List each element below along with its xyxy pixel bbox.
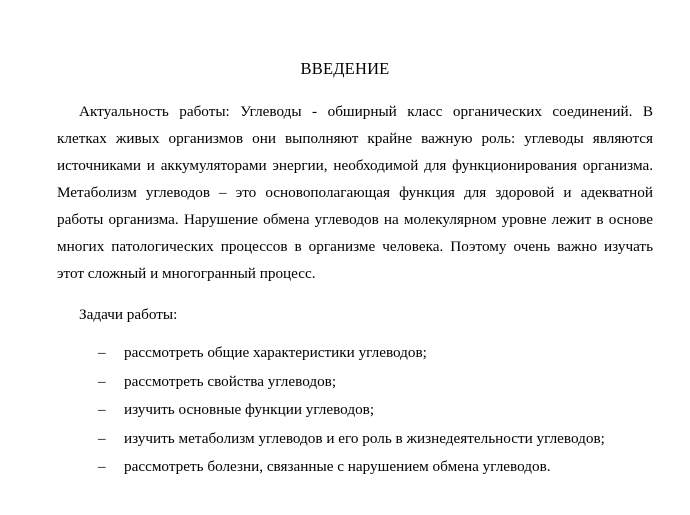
task-text: рассмотреть свойства углеводов;	[124, 372, 337, 390]
list-item	[0, 399, 690, 428]
list-item	[0, 342, 690, 371]
tasks-title: Задачи работы:	[79, 306, 178, 323]
list-item	[0, 371, 690, 400]
tasks-list	[0, 342, 690, 485]
dash-bullet: –	[98, 344, 106, 361]
page-title: ВВЕДЕНИЕ	[300, 59, 390, 78]
task-text: изучить основные функции углеводов;	[124, 401, 375, 418]
intro-paragraph: Актуальность работы: Углеводы - обширный класс органических соединений. В клетках живых организмов они выполняют крайне важную роль: углеводы являются источниками и аккумуляторами энергии, необходимой для функционирования организма. Метаболизм углеводов – это основополагающая функция для здоровой и адекватной работы организма. Нарушение обмена углеводов на молекулярном уровне лежит в основе многих патологических процессов в организме человека. Поэтому очень важно изучать этот сложный и многогранный процесс.	[57, 103, 653, 282]
dash-bullet: –	[98, 429, 106, 447]
dash-bullet: –	[98, 458, 106, 475]
dash-bullet: –	[98, 372, 106, 390]
dash-bullet: –	[98, 401, 106, 418]
list-item	[0, 456, 690, 485]
task-text: изучить метаболизм углеводов и его роль в жизнедеятельности углеводов;	[124, 429, 605, 447]
task-text: рассмотреть болезни, связанные с нарушением обмена углеводов.	[124, 458, 551, 475]
list-item	[0, 428, 690, 457]
task-text: рассмотреть общие характеристики углеводов;	[124, 344, 427, 361]
